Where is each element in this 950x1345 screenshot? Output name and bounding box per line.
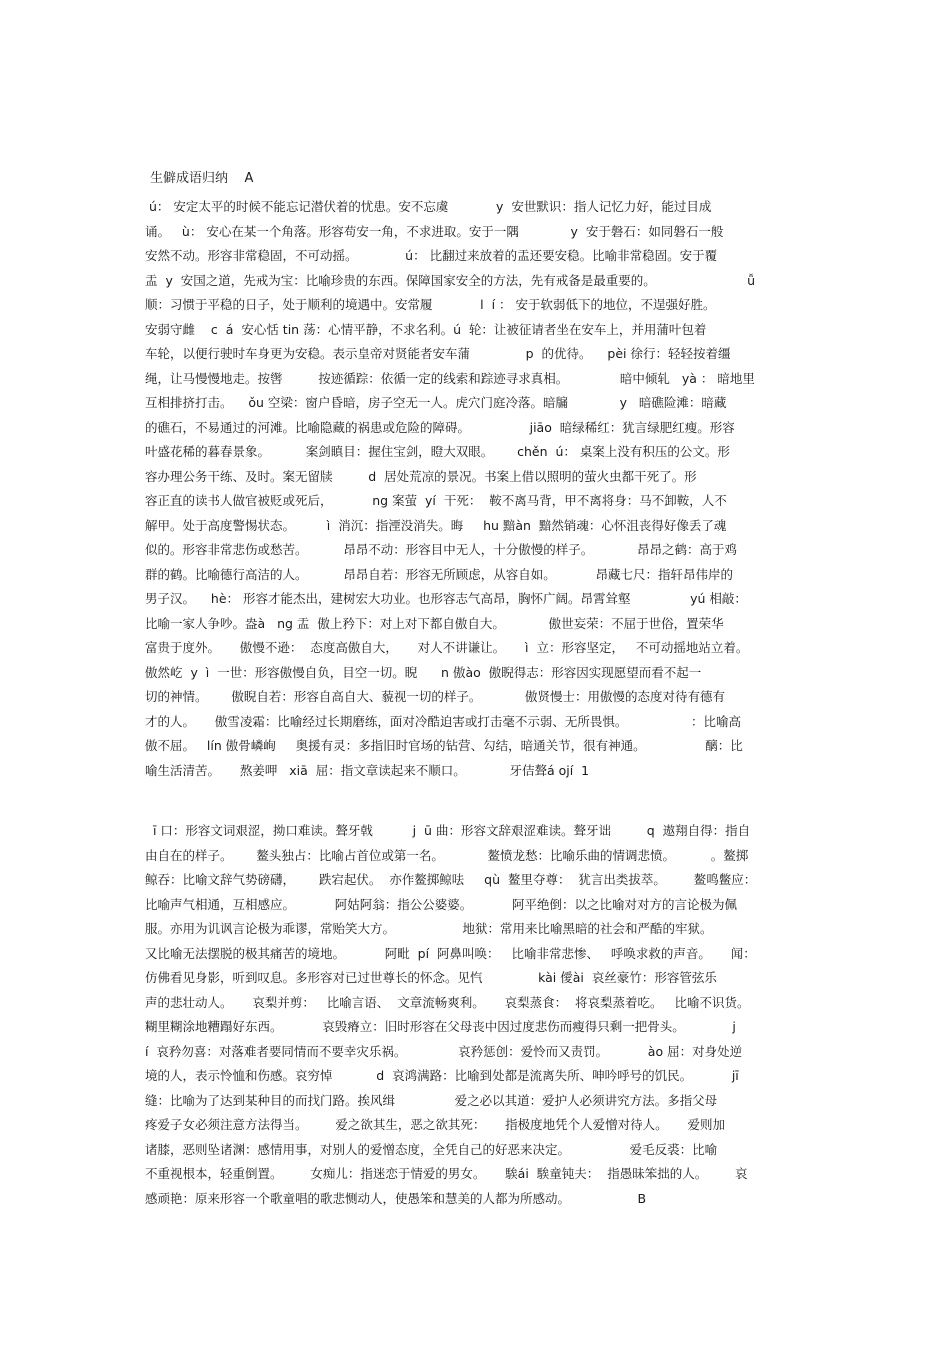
text-line: 群的鹤。比喻德行高洁的人。 昂昂自若：形容无所顾虑，从容自如。 昂藏七尺：指轩昂伟岸的: [145, 566, 733, 582]
text-line: 鲸吞：比喻文辞气势磅礴， 跌宕起伏。 亦作鳌掷鲸呿 qù 鳌里夺尊： 犹言出类拔萃。 鳌鸣鳖应：: [145, 872, 757, 887]
text-line: 车轮，以便行驶时车身更为安稳。表示皇帝对贤能者安车蒲 p 的优待。 pèi 徐行：轻轻按着缰: [145, 346, 731, 361]
text-line: 切的神情。 傲睨自若：形容自高自大、藐视一切的样子。 傲贤慢士：用傲慢的态度对待有德有: [145, 689, 726, 704]
text-line: 似的。形容非常悲伤或愁苦。 昂昂不动：形容目中无人，十分傲慢的样子。 昂昂之鹤：高于鸡: [145, 542, 737, 557]
text-line: 容正直的读书人做官被贬或死后， ng 案萤 yí 干死： 鞍不离马背，甲不离将身：马不卸鞍，人不: [145, 493, 727, 508]
text-line: 糊里糊涂地糟蹋好东西。 哀毁瘠立：旧时形容在父母丧中因过度悲伤而瘦得只剩一把骨头。 j: [145, 1019, 736, 1034]
text-line: í 哀矜勿喜：对落难者要同情而不要幸灾乐祸。 哀矜惩创：爱怜而又责罚。 ào 屈：对身处逆: [145, 1043, 743, 1059]
text-line: 容办理公务干练、及时。案无留牍 d 居处荒凉的景况。书案上借以照明的萤火虫都干死了。形: [145, 468, 697, 484]
text-line: 的礁石，不易通过的河滩。比喻隐藏的祸患或危险的障碍。 jiāo 暗绿稀红：犹言绿肥红瘦。形容: [145, 419, 735, 435]
text-line: ú： 安定太平的时候不能忘记潜伏着的忧患。安不忘虞 y 安世默识：指人记忆力好，能过目成: [145, 199, 712, 214]
text-line: 喻生活清苦。 熬姜呷 xiā 屈：指文章读起来不顺口。 牙佶聱á ojí 1: [145, 762, 590, 778]
text-line: 诸膝，恶则坠诸渊：感情用事，对别人的爱憎态度，全凭自己的好恶来决定。 爱毛反裘：比喻: [145, 1141, 718, 1157]
text-line: 疼爱子女必须注意方法得当。 爱之欲其生，恶之欲其死： 指极度地凭个人爱憎对待人。 爱则加: [145, 1117, 726, 1132]
text-line: 仿佛看见身影，听到叹息。多形容对已过世尊长的怀念。见忾 kài 僾ài 哀丝豪竹：形容管弦乐: [145, 970, 717, 985]
idiom-section-a: [145, 195, 805, 783]
text-line: ī 口：形容文词艰涩，拗口难读。聱牙戟 j ū 曲：形容文辞艰涩难读。聱牙诎 q 遨翔自得：指自: [145, 823, 751, 838]
text-line: 不重视根本，轻重倒置。 女痴儿：指迷恋于情爱的男女。 騃ái 騃童钝夫： 指愚昧笨拙的人。 哀: [145, 1166, 748, 1181]
document-title: 生僻成语归纳 A: [150, 171, 254, 186]
idiom-section-continued: [145, 819, 805, 1211]
text-line: 又比喻无法摆脱的极其痛苦的境地。 阿毗 pí 阿鼻叫唤： 比喻非常悲惨、 呼唤求救的声音。 闻：: [145, 945, 756, 961]
text-line: 安弱守雌 c á 安心恬 tin 荡：心情平静，不求名利。ú 轮：让被征请者坐在安车上，并用蒲叶包着: [145, 321, 707, 337]
text-line: 叶盛花稀的暮春景象。 案剑瞋目：握住宝剑，瞪大双眼。 chěn ú： 桌案上没有积压的公文。形: [145, 444, 730, 459]
text-line: 傲然屹 y ì 一世：形容傲慢自负，目空一切。睨 n 傲ào 傲睨得志：形容因实现愿望而看不起一: [145, 664, 702, 680]
text-line: 境的人，表示怜恤和伤感。哀穷悼 d 哀鸿满路：比喻到处都是流离失所、呻吟呼号的饥民。 jī: [145, 1068, 739, 1083]
text-line: 盂 y 安国之道，先戒为宝：比喻珍贵的东西。保障国家安全的方法，先有戒备是最重要的。 ǚ: [145, 272, 756, 288]
text-line: 富贵于度外。 傲慢不逊： 态度高傲自大， 对人不讲谦让。 ì 立：形容坚定， 不可动摇地站立着。: [145, 640, 749, 655]
text-line: 声的悲壮动人。 哀梨并剪： 比喻言语、 文章流畅爽利。 哀梨蒸食： 将哀梨蒸着吃。 比喻不识货。: [145, 994, 750, 1010]
text-line: 感顽艳：原来形容一个歌童唱的歌悲恻动人，使愚笨和慧美的人都为所感动。 B: [145, 1190, 647, 1206]
text-line: 顺：习惯于平稳的日子，处于顺利的境遇中。安常履 l í ： 安于软弱低下的地位，不逞强好胜。: [145, 297, 716, 312]
text-line: 解甲。处于高度警惕状态。 ì 消沉：指湮没消失。晦 hu 黯àn 黯然销魂：心怀沮丧得好像丢了魂: [145, 517, 727, 533]
text-line: 由自在的样子。 鳌头独占：比喻占首位或第一名。 鳌愤龙愁：比喻乐曲的情调悲愤。 。鳌掷: [145, 847, 749, 863]
text-line: 诵。 ù： 安心在某一个角落。形容苟安一角，不求进取。安于一隅 y 安于磐石：如同磐石一般: [145, 223, 724, 239]
text-line: 才的人。 傲雪凌霜：比喻经过长期磨练，面对冷酷迫害或打击毫不示弱、无所畏惧。 ：比喻高: [145, 713, 741, 729]
text-line: 男子汉。 hè： 形容才能杰出，建树宏大功业。也形容志气高昂，胸怀广阔。昂霄耸壑 yú 相敲：: [145, 591, 747, 606]
text-line: 互相排挤打击。 ǒu 空梁：窗户昏暗，房子空无一人。虎穴门庭冷落。暗牖 y 暗礁险滩：暗藏: [145, 395, 727, 410]
text-line: 绳，让马慢慢地走。按辔 按迹循踪：依循一定的线索和踪迹寻求真相。 暗中倾轧 yà ： 暗地里: [145, 370, 755, 386]
text-line: 傲不屈。 lín 傲骨嶙峋 奥援有灵：多指旧时官场的钻营、勾结，暗通关节，很有神通。 醨：比: [145, 738, 743, 753]
text-line: 服。亦用为讥讽言论极为乖谬，常贻笑大方。 地狱：常用来比喻黑暗的社会和严酷的牢狱。: [145, 921, 713, 936]
text-line: 比喻声气相通，互相感应。 阿姑阿翁：指公公婆婆。 阿平绝倒：以之比喻对对方的言论极为佩: [145, 896, 737, 912]
text-line: 比喻一家人争吵。盎à ng 盂 傲上矜下：对上对下都自傲自大。 傲世妄荣：不屈于世俗，置荣华: [145, 615, 724, 631]
text-line: 安然不动。形容非常稳固，不可动摇。 ú： 比翻过来放着的盂还要安稳。比喻非常稳固。安于覆: [145, 248, 718, 263]
text-line: 缝：比喻为了达到某种目的而找门路。挨风缉 爱之必以其道：爱护人必须讲究方法。多指父母: [145, 1092, 718, 1108]
